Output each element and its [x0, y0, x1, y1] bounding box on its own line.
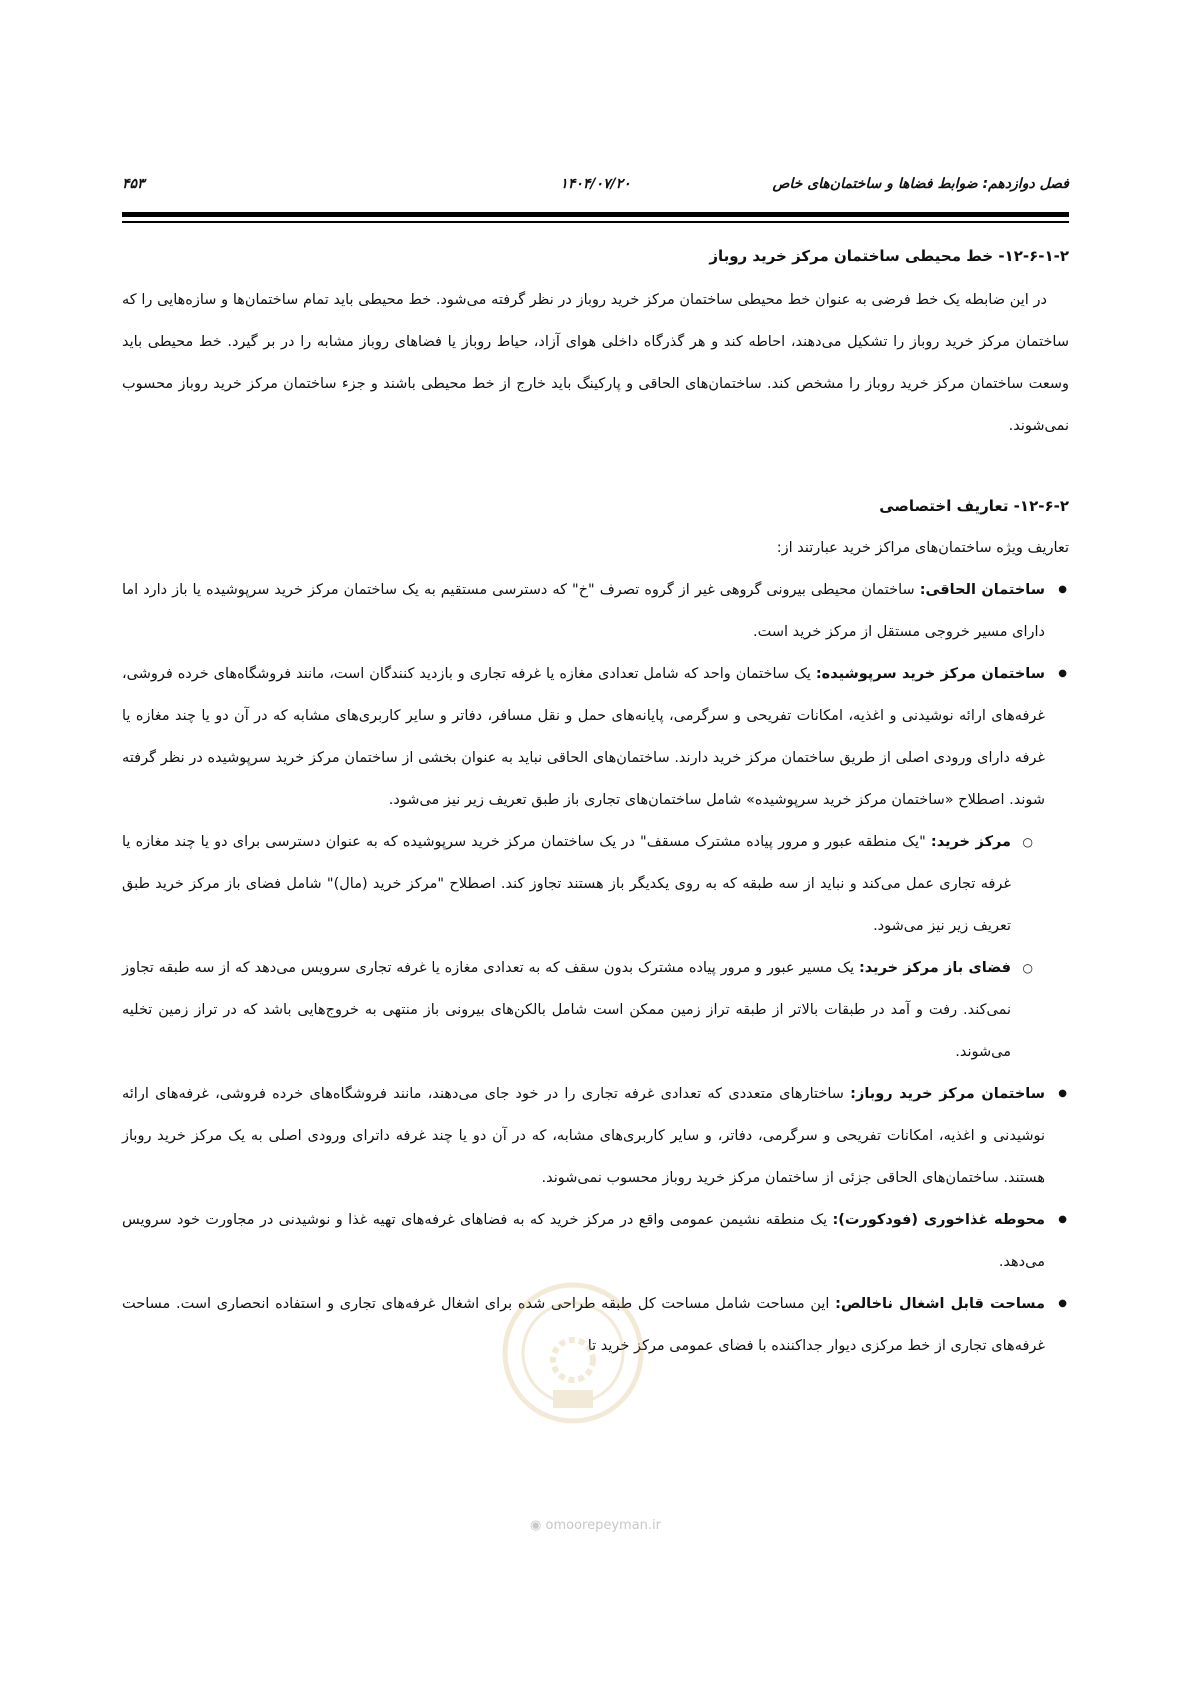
definition-text: یک مسیر عبور و مرور پیاده مشترک بدون سقف که به تعدادی مغازه یا غرفه تجاری سرویس می‌دهد که از سه طبقه تجاوز نمی‌کند. رفت و آمد در طبقات بالاتر از طبقه تراز زمین ممکن است شامل بالکن‌های بیرونی باز منتهی به خروج‌هایی باشد که در تراز زمین تخلیه می‌شوند.	[122, 960, 1011, 1060]
definition-text: یک ساختمان واحد که شامل تعدادی مغازه یا غرفه تجاری و بازدید کنندگان است، مانند فروشگاه‌های خرده فروشی، غرفه‌های ارائه نوشیدنی و اغذیه، امکانات تفریحی و سرگرمی، پایانه‌های حمل و نقل مسافر، دفاتر و سایر کاربری‌های مشابه که در آن دو یا چند مغازه یا غرفه دارای ورودی اصلی از طریق ساختمان مرکز خرید دارند. ساختمان‌های الحاقی نباید به عنوان بخشی از ساختمان مرکز خرید سرپوشیده در نظر گرفته شوند. اصطلاح «ساختمان مرکز خرید سرپوشیده» شامل ساختمان‌های تجاری باز طبق تعریف زیر نیز می‌شود.	[122, 666, 1045, 808]
page-content	[122, 243, 1069, 1367]
header-rule-thin	[122, 221, 1069, 223]
watermark-emblem-icon	[498, 1278, 648, 1428]
list-item	[122, 1073, 1069, 1199]
at-icon: ◉	[530, 1518, 542, 1533]
list-item	[122, 569, 1069, 653]
list-item	[122, 821, 1033, 947]
definition-text: این مساحت شامل مساحت کل طبقه طراحی شده برای اشغال غرفه‌های تجاری و استفاده انحصاری است. مساحت غرفه‌های تجاری از خط مرکزی دیوار جداکننده با فضای عمومی مرکز خرید تا	[122, 1296, 1045, 1354]
definition-text: "یک منطقه عبور و مرور پیاده مشترک مسقف" در یک ساختمان مرکز خرید سرپوشیده که به عنوان دسترسی برای دو یا چند مغازه یا غرفه تجاری عمل می‌کند و نباید از سه طبقه که به روی یکدیگر باز هستند تجاوز کند. اصطلاح "مرکز خرید (مال)" شامل فضای باز مرکز خرید طبق تعریف زیر نیز می‌شود.	[122, 834, 1011, 934]
page-number: ۴۵۳	[122, 176, 145, 192]
definition-term: فضای باز مرکز خرید:	[858, 960, 1012, 976]
list-item	[122, 947, 1033, 1073]
definition-text: ساختمان محیطی بیرونی گروهی غیر از گروه تصرف "خ" که دسترسی مستقیم به یک ساختمان مرکز خرید سرپوشیده یا باز دارد اما دارای مسیر خروجی مستقل از مرکز خرید است.	[122, 582, 1045, 640]
list-item	[122, 1199, 1069, 1283]
watermark-url: ◉ omoorepeyman.ir	[530, 1518, 661, 1533]
section-heading-definitions: ۱۲-۶-۲- تعاریف اختصاصی	[879, 497, 1069, 515]
page-header	[122, 176, 1069, 206]
definition-text: یک منطقه نشیمن عمومی واقع در مرکز خرید که به فضاهای غرفه‌های تهیه غذا و نوشیدنی در مجاورت خود سرویس می‌دهد.	[122, 1212, 1045, 1270]
definitions-list	[122, 569, 1069, 1367]
definition-term: مساحت قابل اشغال ناخالص:	[835, 1296, 1046, 1312]
section-heading-perimeter: ۱۲-۶-۱-۲- خط محیطی ساختمان مرکز خرید روباز	[709, 247, 1069, 265]
definition-term: ساختمان مرکز خرید سرپوشیده:	[815, 666, 1045, 682]
definition-term: مرکز خرید:	[930, 834, 1012, 850]
list-item	[122, 653, 1069, 1073]
perimeter-paragraph: در این ضابطه یک خط فرضی به عنوان خط محیطی ساختمان مرکز خرید روباز در نظر گرفته می‌شود. خط محیطی باید تمام ساختمان‌ها و سازه‌هایی را که ساختمان مرکز خرید روباز را تشکیل می‌دهند، احاطه کند و هر گذرگاه داخلی هوای آزاد، حیاط روباز یا فضاهای روباز مشابه را در بر گیرد. خط محیطی باید وسعت ساختمان مرکز خرید روباز را مشخص کند. ساختمان‌های الحاقی و پارکینگ باید خارج از خط محیطی باشند و جزء ساختمان مرکز خرید روباز محسوب نمی‌شوند.	[122, 292, 1069, 434]
sub-definitions-list	[122, 821, 1045, 1073]
definition-term: محوطه غذاخوری (فودکورت):	[832, 1212, 1046, 1228]
header-rule-thick	[122, 212, 1069, 217]
header-date: ۱۴۰۴/۰۷/۲۰	[560, 176, 631, 192]
definition-term: ساختمان الحاقی:	[919, 582, 1046, 598]
definition-text: ساختارهای متعددی که تعدادی غرفه تجاری را در خود جای می‌دهند، مانند فروشگاه‌های خرده فروشی، غرفه‌های ارائه نوشیدنی و اغذیه، امکانات تفریحی و سرگرمی، دفاتر، و سایر کاربری‌های مشابه، که در آن دو یا چند غرفه داترای ورودی اصلی به یک مرکز خرید روباز هستند. ساختمان‌های الحاقی جزئی از ساختمان مرکز خرید روباز محسوب نمی‌شوند.	[122, 1086, 1045, 1186]
chapter-title: فصل دوازدهم: ضوابط فضاها و ساختمان‌های خاص	[772, 176, 1069, 192]
definition-term: ساختمان مرکز خرید روباز:	[850, 1086, 1046, 1102]
definitions-intro: تعاریف ویژه ساختمان‌های مراکز خرید عبارتند از:	[776, 540, 1069, 556]
